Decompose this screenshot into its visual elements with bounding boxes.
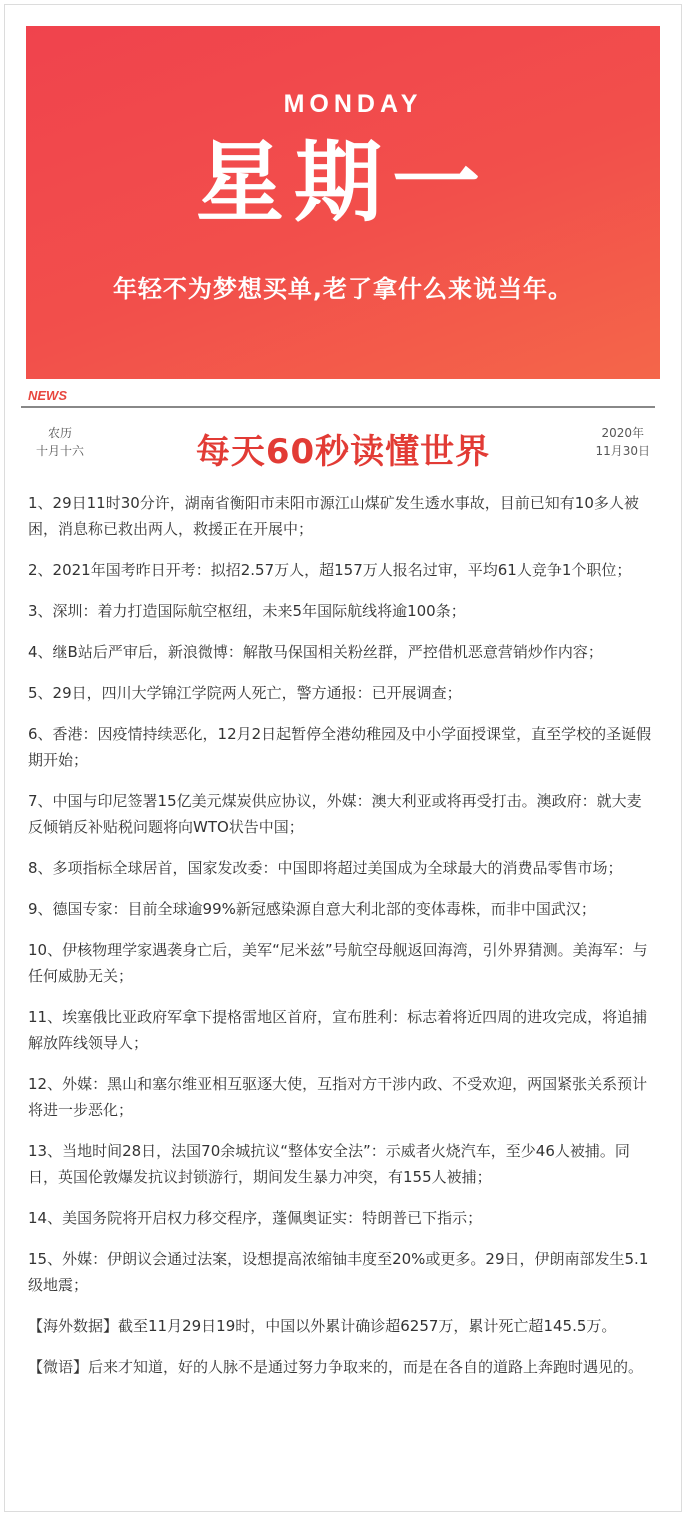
gregorian-date bbox=[595, 424, 650, 460]
news-item: 10、伊核物理学家遇袭身亡后，美军“尼米兹”号航空母舰返回海湾，引外界猜测。美海军：与任何威胁无关； bbox=[28, 941, 648, 985]
hero-banner bbox=[26, 26, 660, 379]
page-title: 每天60秒读懂世界 bbox=[195, 432, 491, 472]
weekday-english: MONDAY bbox=[283, 90, 423, 118]
news-label: NEWS bbox=[28, 388, 67, 403]
news-item: 13、当地时间28日，法国70余城抗议“整体安全法”：示威者火烧汽车，至少46人被捕。同日，英国伦敦爆发抗议封锁游行，期间发生暴力冲突，有155人被捕； bbox=[28, 1142, 630, 1186]
date-month-day: 11月30日 bbox=[595, 444, 650, 458]
lunar-day: 十月十六 bbox=[36, 444, 85, 458]
divider bbox=[21, 406, 655, 408]
daily-quote: 【微语】后来才知道，好的人脉不是通过努力争取来的，而是在各自的道路上奔跑时遇见的。 bbox=[28, 1358, 644, 1376]
news-item: 5、29日，四川大学锦江学院两人死亡，警方通报：已开展调查； bbox=[28, 684, 462, 702]
news-item: 6、香港：因疫情持续恶化，12月2日起暂停全港幼稚园及中小学面授课堂，直至学校的圣诞假期开始； bbox=[28, 725, 652, 769]
news-item: 1、29日11时30分许，湖南省衡阳市耒阳市源江山煤矿发生透水事故，目前已知有10多人被困，消息称已救出两人，救援正在开展中； bbox=[28, 494, 639, 538]
news-item: 7、中国与印尼签署15亿美元煤炭供应协议，外媒：澳大利亚或将再受打击。澳政府：就大麦反倾销反补贴税问题将向WTO状告中国； bbox=[28, 792, 642, 836]
overseas-data: 【海外数据】截至11月29日19时，中国以外累计确诊超6257万，累计死亡超145.5万。 bbox=[28, 1317, 617, 1335]
news-item: 3、深圳：着力打造国际航空枢纽，未来5年国际航线将逾100条； bbox=[28, 602, 466, 620]
news-item: 9、德国专家：目前全球逾99%新冠感染源自意大利北部的变体毒株，而非中国武汉； bbox=[28, 900, 596, 918]
news-item: 4、继B站后严审后，新浪微博：解散马保国相关粉丝群，严控借机恶意营销炒作内容； bbox=[28, 643, 603, 661]
footer-notes bbox=[28, 1313, 654, 1395]
weekday-chinese: 星期一 bbox=[195, 130, 490, 234]
date-year: 2020年 bbox=[601, 426, 644, 440]
news-item: 14、美国务院将开启权力移交程序，蓬佩奥证实：特朗普已下指示； bbox=[28, 1209, 483, 1227]
news-item: 8、多项指标全球居首，国家发改委：中国即将超过美国成为全球最大的消费品零售市场； bbox=[28, 859, 623, 877]
news-item: 15、外媒：伊朗议会通过法案，设想提高浓缩铀丰度至20%或更多。29日，伊朗南部发生5.1级地震； bbox=[28, 1250, 649, 1294]
motto: 年轻不为梦想买单,老了拿什么来说当年。 bbox=[112, 275, 574, 303]
news-item: 11、埃塞俄比亚政府军拿下提格雷地区首府，宣布胜利：标志着将近四周的进攻完成，将追捕解放阵线领导人； bbox=[28, 1008, 648, 1052]
news-item: 12、外媒：黑山和塞尔维亚相互驱逐大使，互指对方干涉内政、不受欢迎，两国紧张关系预计将进一步恶化； bbox=[28, 1075, 648, 1119]
lunar-label: 农历 bbox=[48, 426, 73, 440]
news-item: 2、2021年国考昨日开考：拟招2.57万人，超157万人报名过审，平均61人竞争1个职位； bbox=[28, 561, 632, 579]
news-list bbox=[28, 490, 654, 1313]
